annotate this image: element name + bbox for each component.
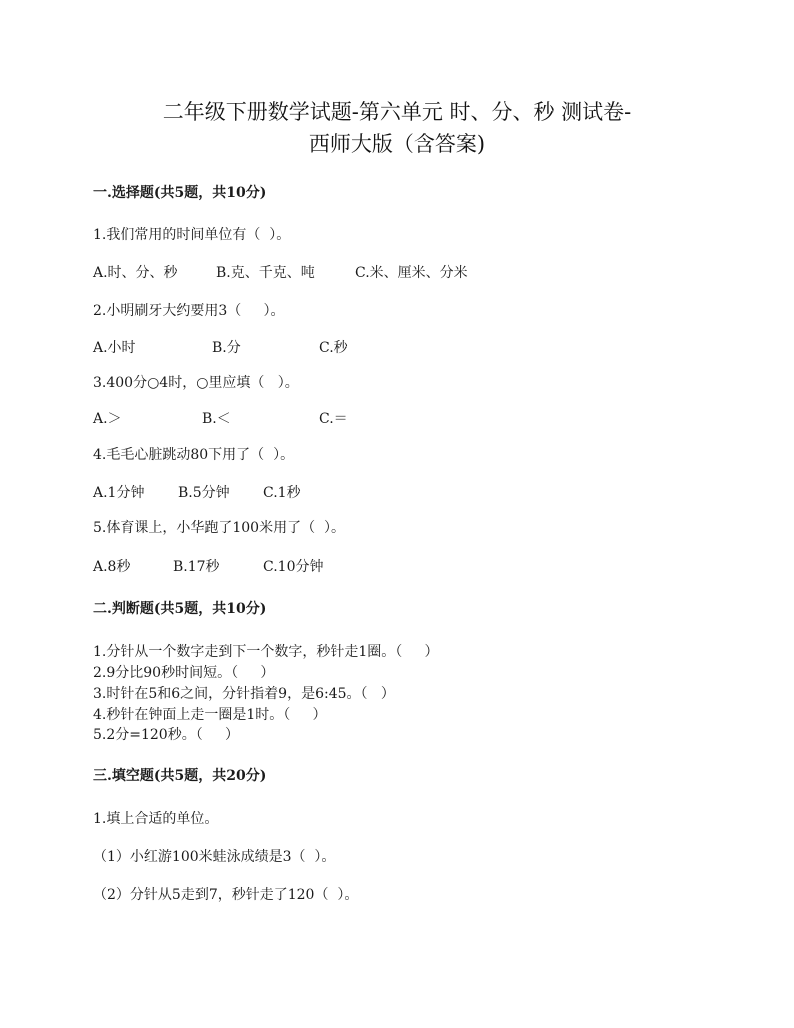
judge-item-4: 4.秒针在钟面上走一圈是1时。（ ） (93, 707, 327, 723)
question-2-stem: 2.小明刷牙大约要用3（ ）。 (93, 303, 285, 319)
question-3-option-a: A.＞ (93, 411, 122, 427)
judge-item-1: 1.分针从一个数字走到下一个数字，秒针走1圈。（ ） (93, 644, 439, 660)
judge-item-5: 5.2分=120秒。（ ） (93, 727, 239, 743)
judge-item-3: 3.时针在5和6之间，分针指着9，是6:45。（ ） (93, 686, 395, 702)
question-5-option-b: B.17秒 (173, 559, 220, 575)
section-2-heading: 二.判断题(共5题，共10分) (93, 601, 267, 617)
question-4-option-b: B.5分钟 (178, 485, 230, 501)
question-5-stem: 5.体育课上，小华跑了100米用了（ ）。 (93, 520, 345, 536)
fill-question-1-stem: 1.填上合适的单位。 (93, 811, 219, 827)
question-3-option-c: C.＝ (319, 411, 348, 427)
fill-question-1-item-1: （1）小红游100米蛙泳成绩是3（ ）。 (93, 849, 336, 865)
judge-item-2: 2.9分比90秒时间短。（ ） (93, 665, 275, 681)
question-5-option-c: C.10分钟 (263, 559, 324, 575)
document-title-line-2: 西师大版（含答案) (308, 132, 486, 156)
question-4-option-a: A.1分钟 (93, 485, 145, 501)
question-1-option-c: C.米、厘米、分米 (355, 265, 468, 281)
section-1-heading: 一.选择题(共5题，共10分) (93, 185, 267, 201)
question-1-option-a: A.时、分、秒 (93, 265, 178, 281)
question-4-stem: 4.毛毛心脏跳动80下用了（ ）。 (93, 447, 295, 463)
question-2-option-a: A.小时 (93, 340, 136, 356)
section-3-heading: 三.填空题(共5题，共20分) (93, 768, 267, 784)
question-1-stem: 1.我们常用的时间单位有（ ）。 (93, 227, 291, 243)
question-3-stem: 3.400分○4时，○里应填（ ）。 (93, 375, 299, 391)
question-5-option-a: A.8秒 (93, 559, 131, 575)
question-4-option-c: C.1秒 (263, 485, 301, 501)
question-2-option-b: B.分 (212, 340, 241, 356)
question-3-option-b: B.＜ (202, 411, 231, 427)
fill-question-1-item-2: （2）分针从5走到7，秒针走了120（ ）。 (93, 887, 359, 903)
question-2-option-c: C.秒 (319, 340, 348, 356)
document-title-line-1: 二年级下册数学试题-第六单元 时、分、秒 测试卷- (162, 100, 632, 124)
question-1-option-b: B.克、千克、吨 (216, 265, 315, 281)
